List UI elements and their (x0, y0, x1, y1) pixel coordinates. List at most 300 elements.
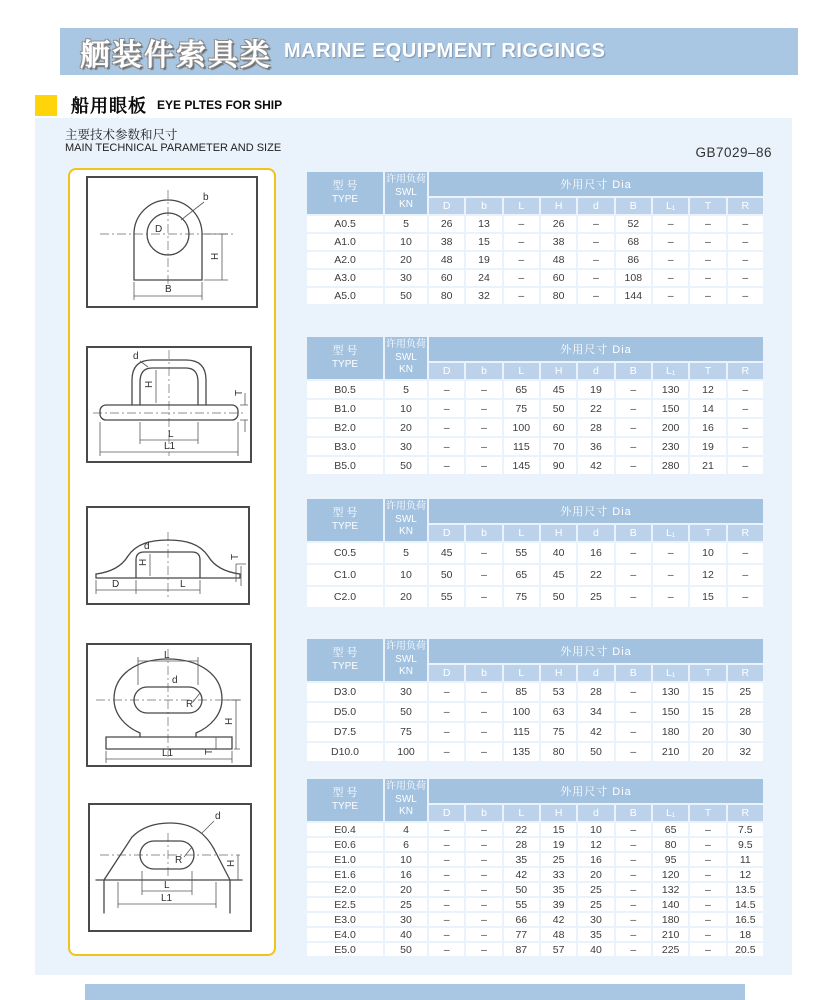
value-cell: – (728, 216, 763, 232)
value-cell: – (616, 703, 651, 721)
value-cell: – (690, 823, 725, 836)
value-cell: 50 (429, 565, 464, 585)
type-cell: B0.5 (307, 381, 383, 398)
type-cell: E0.4 (307, 823, 383, 836)
value-cell: 120 (653, 868, 688, 881)
value-cell: 50 (504, 883, 539, 896)
value-cell: 30 (578, 913, 613, 926)
value-cell: – (466, 419, 501, 436)
value-cell: 30 (728, 723, 763, 741)
value-cell: 12 (578, 838, 613, 851)
value-cell: 28 (578, 419, 613, 436)
value-cell: 15 (690, 683, 725, 701)
value-cell: 40 (578, 943, 613, 956)
drawing-e-label-r: R (175, 855, 183, 866)
value-cell: 48 (541, 252, 576, 268)
value-cell: 15 (541, 823, 576, 836)
value-cell: 132 (653, 883, 688, 896)
value-cell: 20 (385, 587, 427, 607)
value-cell: – (578, 216, 613, 232)
section-title-zh: 船用眼板 (71, 96, 147, 116)
dim-col: T (690, 198, 725, 214)
value-cell: 30 (385, 683, 427, 701)
drawing-e-label-l1: L1 (161, 893, 173, 904)
content-panel (35, 118, 792, 975)
value-cell: – (466, 381, 501, 398)
value-cell: 150 (653, 400, 688, 417)
value-cell: 26 (541, 216, 576, 232)
table-row (307, 565, 763, 585)
value-cell: – (728, 234, 763, 250)
value-cell: 40 (385, 928, 427, 941)
value-cell: – (728, 457, 763, 474)
value-cell: – (429, 723, 464, 741)
drawing-d-label-l: L (164, 650, 170, 661)
value-cell: – (429, 457, 464, 474)
col-header-type: 型 号 TYPE (307, 172, 383, 214)
dim-col: b (466, 363, 501, 379)
dim-col: B (616, 665, 651, 681)
drawing-b-label-h: H (144, 380, 155, 388)
value-cell: 22 (578, 565, 613, 585)
value-cell: 100 (504, 703, 539, 721)
col-header-dimensions: 外用尺寸 Dia (429, 499, 763, 523)
table-row (307, 743, 763, 761)
drawing-d-figure (88, 645, 250, 765)
dim-col: L₁ (653, 665, 688, 681)
value-cell: 130 (653, 381, 688, 398)
value-cell: 100 (385, 743, 427, 761)
value-cell: 65 (653, 823, 688, 836)
drawing-b-label-l: L (168, 429, 174, 440)
value-cell: – (690, 853, 725, 866)
table-row (307, 868, 763, 881)
value-cell: 12 (690, 565, 725, 585)
value-cell: – (690, 216, 725, 232)
dim-col: d (578, 665, 613, 681)
value-cell: 50 (541, 587, 576, 607)
drawing-b-label-l1: L1 (164, 441, 176, 452)
spec-table-a (305, 170, 765, 306)
dim-col: D (429, 525, 464, 541)
value-cell: – (653, 288, 688, 304)
value-cell: 200 (653, 419, 688, 436)
table-row (307, 823, 763, 836)
type-cell: A0.5 (307, 216, 383, 232)
type-cell: B1.0 (307, 400, 383, 417)
value-cell: – (690, 252, 725, 268)
value-cell: 66 (504, 913, 539, 926)
value-cell: 63 (541, 703, 576, 721)
value-cell: 210 (653, 928, 688, 941)
value-cell: – (466, 823, 501, 836)
value-cell: – (466, 457, 501, 474)
table-row (307, 216, 763, 232)
value-cell: – (466, 943, 501, 956)
standard-number: GB7029–86 (695, 145, 772, 160)
value-cell: 55 (504, 543, 539, 563)
dim-col: L (504, 363, 539, 379)
dim-col: L₁ (653, 525, 688, 541)
spec-table-e (305, 777, 765, 958)
drawing-c-figure (88, 508, 248, 603)
value-cell: 16 (578, 853, 613, 866)
value-cell: – (728, 587, 763, 607)
value-cell: – (466, 853, 501, 866)
value-cell: 33 (541, 868, 576, 881)
value-cell: 14.5 (728, 898, 763, 911)
value-cell: – (466, 683, 501, 701)
value-cell: 75 (541, 723, 576, 741)
yellow-bullet-square (35, 95, 57, 116)
value-cell: – (466, 565, 501, 585)
value-cell: – (429, 868, 464, 881)
table-row (307, 400, 763, 417)
value-cell: 14 (690, 400, 725, 417)
value-cell: 135 (504, 743, 539, 761)
drawing-e-label-h: H (226, 859, 237, 867)
table-row (307, 703, 763, 721)
value-cell: – (504, 234, 539, 250)
value-cell: 60 (541, 419, 576, 436)
table-row (307, 288, 763, 304)
value-cell: 16 (385, 868, 427, 881)
value-cell: – (466, 400, 501, 417)
dim-col: H (541, 805, 576, 821)
dim-col: T (690, 363, 725, 379)
value-cell: 16 (578, 543, 613, 563)
value-cell: 20 (690, 743, 725, 761)
value-cell: – (429, 743, 464, 761)
col-header-dimensions: 外用尺寸 Dia (429, 172, 763, 196)
value-cell: 75 (385, 723, 427, 741)
dim-col: H (541, 665, 576, 681)
value-cell: 12 (690, 381, 725, 398)
col-header-swl: 许用负荷 SWL KN (385, 779, 427, 821)
value-cell: – (616, 543, 651, 563)
value-cell: – (616, 683, 651, 701)
value-cell: 19 (541, 838, 576, 851)
value-cell: – (728, 252, 763, 268)
value-cell: 35 (504, 853, 539, 866)
value-cell: 25 (578, 898, 613, 911)
type-cell: E0.6 (307, 838, 383, 851)
value-cell: – (616, 838, 651, 851)
value-cell: – (504, 288, 539, 304)
value-cell: – (616, 913, 651, 926)
value-cell: 20 (385, 419, 427, 436)
value-cell: – (728, 543, 763, 563)
value-cell: 10 (690, 543, 725, 563)
value-cell: – (429, 943, 464, 956)
value-cell: 70 (541, 438, 576, 455)
value-cell: 150 (653, 703, 688, 721)
dim-col: T (690, 665, 725, 681)
value-cell: 55 (429, 587, 464, 607)
value-cell: 20 (385, 883, 427, 896)
type-cell: B5.0 (307, 457, 383, 474)
col-header-swl: 许用负荷 SWL KN (385, 639, 427, 681)
value-cell: – (578, 234, 613, 250)
value-cell: 22 (504, 823, 539, 836)
dim-col: H (541, 363, 576, 379)
value-cell: – (690, 868, 725, 881)
value-cell: – (653, 565, 688, 585)
banner-title-zh: 舾装件索具类 (80, 38, 272, 72)
value-cell: 75 (504, 587, 539, 607)
type-cell: E1.0 (307, 853, 383, 866)
value-cell: 68 (616, 234, 651, 250)
value-cell: 20.5 (728, 943, 763, 956)
value-cell: 45 (541, 381, 576, 398)
value-cell: 16 (690, 419, 725, 436)
table-row (307, 943, 763, 956)
value-cell: – (578, 288, 613, 304)
col-header-dimensions: 外用尺寸 Dia (429, 639, 763, 663)
dim-col: L (504, 805, 539, 821)
dim-col: d (578, 525, 613, 541)
dim-col: L (504, 525, 539, 541)
panel-subtitle-zh: 主要技术参数和尺寸 (65, 128, 178, 142)
value-cell: 25 (541, 853, 576, 866)
value-cell: 35 (578, 928, 613, 941)
drawing-c-label-d: d (144, 541, 150, 552)
value-cell: – (466, 838, 501, 851)
drawing-a-label-h: H (210, 252, 221, 260)
dim-col: D (429, 805, 464, 821)
value-cell: 87 (504, 943, 539, 956)
value-cell: – (466, 587, 501, 607)
table-row (307, 723, 763, 741)
value-cell: 230 (653, 438, 688, 455)
value-cell: 28 (578, 683, 613, 701)
value-cell: – (653, 234, 688, 250)
dim-col: T (690, 805, 725, 821)
value-cell: – (728, 565, 763, 585)
value-cell: – (653, 216, 688, 232)
value-cell: 90 (541, 457, 576, 474)
table-row (307, 270, 763, 286)
type-cell: C0.5 (307, 543, 383, 563)
value-cell: 50 (385, 288, 427, 304)
value-cell: 100 (504, 419, 539, 436)
col-header-type: 型 号 TYPE (307, 779, 383, 821)
value-cell: – (653, 252, 688, 268)
drawing-b-figure (88, 348, 250, 461)
table-row (307, 853, 763, 866)
value-cell: – (728, 381, 763, 398)
value-cell: – (466, 743, 501, 761)
value-cell: – (616, 457, 651, 474)
drawing-e-eyeplate (88, 803, 252, 932)
dim-col: H (541, 198, 576, 214)
value-cell: 5 (385, 381, 427, 398)
value-cell: 15 (690, 703, 725, 721)
drawing-c-label-h: H (138, 558, 149, 566)
value-cell: 50 (541, 400, 576, 417)
value-cell: – (690, 838, 725, 851)
drawing-a-label-d: D (155, 224, 163, 235)
drawing-e-label-d: d (215, 811, 221, 822)
value-cell: 95 (653, 853, 688, 866)
value-cell: 10 (385, 853, 427, 866)
drawings-column (68, 168, 276, 956)
type-cell: D3.0 (307, 683, 383, 701)
drawing-a-figure (88, 178, 256, 306)
drawing-b-label-t: T (234, 389, 245, 396)
drawing-c-label-t: T (230, 553, 241, 560)
type-cell: E3.0 (307, 913, 383, 926)
col-header-dimensions: 外用尺寸 Dia (429, 337, 763, 361)
value-cell: 19 (690, 438, 725, 455)
value-cell: – (429, 381, 464, 398)
dim-col: b (466, 198, 501, 214)
value-cell: – (690, 288, 725, 304)
value-cell: – (429, 898, 464, 911)
footer-bar (85, 984, 745, 1000)
value-cell: 19 (466, 252, 501, 268)
value-cell: – (429, 703, 464, 721)
spec-table-c (305, 497, 765, 609)
type-cell: A5.0 (307, 288, 383, 304)
value-cell: – (690, 883, 725, 896)
value-cell: 80 (429, 288, 464, 304)
value-cell: 38 (541, 234, 576, 250)
type-cell: A1.0 (307, 234, 383, 250)
value-cell: – (429, 419, 464, 436)
table-row (307, 587, 763, 607)
dim-col: L₁ (653, 198, 688, 214)
col-header-type: 型 号 TYPE (307, 639, 383, 681)
value-cell: 25 (578, 587, 613, 607)
value-cell: 15 (466, 234, 501, 250)
value-cell: 25 (385, 898, 427, 911)
type-cell: E5.0 (307, 943, 383, 956)
value-cell: 45 (541, 565, 576, 585)
dim-col: D (429, 198, 464, 214)
dim-col: d (578, 805, 613, 821)
value-cell: 115 (504, 723, 539, 741)
value-cell: 140 (653, 898, 688, 911)
value-cell: – (616, 898, 651, 911)
value-cell: 50 (385, 703, 427, 721)
value-cell: – (653, 270, 688, 286)
value-cell: 45 (429, 543, 464, 563)
drawing-a-label-bb: B (165, 284, 172, 295)
table-row (307, 543, 763, 563)
dim-col: L₁ (653, 805, 688, 821)
value-cell: 280 (653, 457, 688, 474)
value-cell: – (616, 883, 651, 896)
value-cell: 50 (385, 943, 427, 956)
type-cell: B3.0 (307, 438, 383, 455)
value-cell: – (616, 853, 651, 866)
value-cell: – (429, 883, 464, 896)
col-header-type: 型 号 TYPE (307, 499, 383, 541)
type-cell: D7.5 (307, 723, 383, 741)
table-row (307, 252, 763, 268)
value-cell: 4 (385, 823, 427, 836)
value-cell: 11 (728, 853, 763, 866)
dim-col: d (578, 198, 613, 214)
value-cell: 28 (728, 703, 763, 721)
value-cell: – (616, 868, 651, 881)
drawing-c-label-dd: D (112, 579, 120, 590)
value-cell: – (690, 234, 725, 250)
dim-col: d (578, 363, 613, 379)
value-cell: 144 (616, 288, 651, 304)
value-cell: 60 (429, 270, 464, 286)
value-cell: – (429, 928, 464, 941)
value-cell: 40 (541, 543, 576, 563)
spec-table-d (305, 637, 765, 763)
value-cell: – (429, 400, 464, 417)
table-row (307, 913, 763, 926)
value-cell: – (728, 419, 763, 436)
value-cell: 10 (578, 823, 613, 836)
value-cell: – (728, 400, 763, 417)
dim-col: L₁ (653, 363, 688, 379)
dim-col: b (466, 525, 501, 541)
value-cell: 77 (504, 928, 539, 941)
value-cell: 10 (385, 400, 427, 417)
value-cell: 52 (616, 216, 651, 232)
value-cell: – (429, 683, 464, 701)
value-cell: – (504, 252, 539, 268)
value-cell: – (504, 270, 539, 286)
value-cell: – (690, 928, 725, 941)
dim-col: R (728, 665, 763, 681)
value-cell: 7.5 (728, 823, 763, 836)
table-row (307, 898, 763, 911)
value-cell: 130 (653, 683, 688, 701)
value-cell: 210 (653, 743, 688, 761)
dim-col: H (541, 525, 576, 541)
table-row (307, 457, 763, 474)
table-row (307, 438, 763, 455)
section-heading (35, 92, 282, 118)
drawing-c-eyeplate (86, 506, 250, 605)
value-cell: 65 (504, 381, 539, 398)
type-cell: E2.0 (307, 883, 383, 896)
dim-col: B (616, 198, 651, 214)
value-cell: 25 (578, 883, 613, 896)
value-cell: – (504, 216, 539, 232)
value-cell: – (466, 868, 501, 881)
value-cell: – (616, 400, 651, 417)
value-cell: – (466, 438, 501, 455)
drawing-d-label-l1: L1 (162, 748, 174, 759)
value-cell: – (578, 252, 613, 268)
value-cell: 180 (653, 723, 688, 741)
value-cell: 26 (429, 216, 464, 232)
banner-title-en: MARINE EQUIPMENT RIGGINGS (284, 40, 606, 62)
value-cell: 50 (385, 457, 427, 474)
value-cell: 80 (541, 288, 576, 304)
value-cell: 18 (728, 928, 763, 941)
value-cell: 48 (429, 252, 464, 268)
type-cell: E2.5 (307, 898, 383, 911)
dim-col: D (429, 665, 464, 681)
value-cell: 13.5 (728, 883, 763, 896)
value-cell: 42 (578, 723, 613, 741)
drawing-d-label-h: H (224, 717, 235, 725)
value-cell: 38 (429, 234, 464, 250)
value-cell: – (653, 543, 688, 563)
value-cell: 57 (541, 943, 576, 956)
value-cell: 24 (466, 270, 501, 286)
value-cell: – (466, 928, 501, 941)
